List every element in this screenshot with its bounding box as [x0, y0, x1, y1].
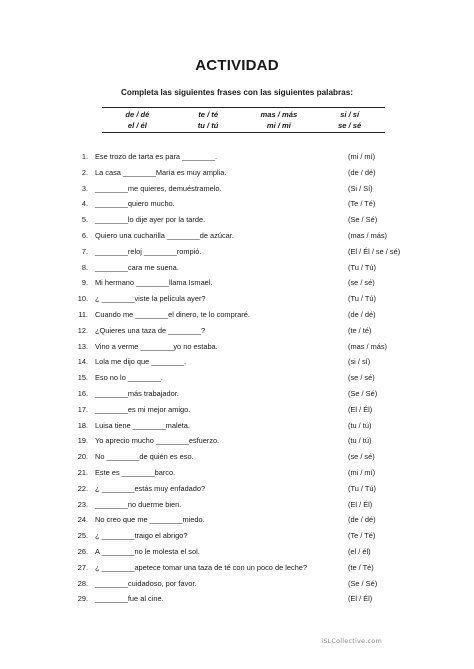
exercise-item: [0, 355, 474, 369]
exercise-item: [0, 213, 474, 227]
item-sentence: Lola me dijo que ________.: [95, 357, 187, 367]
item-sentence: ¿ ________apetece tomar una taza de té con un poco de leche?: [95, 562, 308, 572]
item-options: (Te / Té): [348, 531, 376, 541]
exercise-item: [0, 166, 474, 180]
item-sentence: La casa ________María es muy amplia.: [95, 167, 227, 177]
item-sentence: ________fue al cine.: [95, 594, 164, 604]
item-sentence: No creo que me ________miedo.: [95, 515, 205, 525]
word-pair: mas / más: [260, 110, 298, 119]
item-number: 6.: [81, 231, 88, 240]
exercise-item: [0, 245, 474, 259]
item-number: 26.: [77, 547, 88, 556]
item-number: 13.: [77, 341, 88, 351]
item-number: 25.: [77, 531, 88, 541]
item-number: 4.: [81, 199, 88, 209]
word-bank: [102, 107, 385, 133]
exercise-item: [0, 434, 474, 448]
item-number: 29.: [77, 594, 88, 604]
item-sentence: ________reloj ________rompió.: [95, 246, 202, 256]
item-sentence: ¿Quieres una taza de ________?: [95, 325, 206, 335]
exercise-item: [0, 276, 474, 290]
item-options: (El / Él): [348, 499, 373, 509]
item-options: (el / él): [348, 547, 371, 556]
item-options: (mi / mí): [348, 468, 376, 477]
item-number: 21.: [77, 468, 88, 477]
exercise-item: [0, 182, 474, 196]
item-number: 22.: [77, 483, 88, 493]
item-sentence: Mi hermano ________llama Ismael.: [95, 278, 213, 288]
exercise-item: [0, 340, 474, 354]
item-sentence: ________me quieres, demuéstramelo.: [95, 183, 222, 193]
item-number: 12.: [77, 325, 88, 335]
exercise-item: [0, 466, 474, 480]
item-options: (Si / Sí): [348, 183, 373, 193]
exercise-item: [0, 450, 474, 464]
item-number: 5.: [81, 215, 88, 225]
item-options: (si / sí): [348, 357, 371, 367]
exercise-item: [0, 592, 474, 606]
word-bank-column: [314, 108, 385, 132]
item-options: (Se / Sé): [348, 578, 378, 588]
item-number: 10.: [77, 294, 88, 304]
word-bank-column: [102, 108, 173, 132]
item-options: (tu / tú): [348, 436, 372, 446]
item-sentence: ________cara me suena.: [95, 262, 179, 272]
footer-watermark: iSLCollective.com: [321, 637, 382, 645]
item-sentence: Eso no lo ________.: [95, 373, 163, 383]
item-options: (tu / tú): [348, 420, 372, 430]
item-sentence: Ese trozo de tarta es para ________.: [95, 152, 218, 161]
item-number: 27.: [77, 562, 88, 572]
item-options: (se / sé): [348, 278, 375, 288]
exercise-item: [0, 371, 474, 385]
item-number: 2.: [81, 167, 88, 177]
item-number: 23.: [77, 499, 88, 509]
item-sentence: A ________no le molesta el sol.: [95, 547, 200, 556]
word-pair: si / sí: [340, 110, 360, 119]
item-number: 15.: [77, 373, 88, 383]
exercise-item: [0, 229, 474, 243]
instructions: Completa las siguientes frases con las siguientes palabras:: [120, 88, 354, 97]
item-number: 16.: [77, 389, 88, 398]
item-number: 11.: [78, 310, 88, 319]
item-number: 7.: [81, 246, 88, 256]
item-sentence: Yo aprecio mucho ________esfuerzo.: [95, 436, 220, 446]
item-number: 18.: [77, 420, 88, 430]
item-sentence: ¿ ________estás muy enfadado?: [95, 483, 206, 493]
exercise-item: [0, 403, 474, 417]
item-options: (Te / Té): [348, 199, 376, 209]
item-number: 14.: [77, 357, 88, 367]
item-options: (Se / Sé): [348, 389, 378, 398]
exercise-item: [0, 529, 474, 543]
item-options: (se / sé): [348, 373, 375, 383]
item-number: 20.: [77, 452, 88, 462]
word-pair: se / sé: [338, 121, 362, 130]
item-options: (mas / más): [348, 341, 388, 351]
item-options: (Tu / Tú): [348, 294, 376, 304]
word-pair: mi / mí: [266, 121, 291, 130]
exercise-item: [0, 150, 474, 164]
item-sentence: ________quiero mucho.: [95, 199, 175, 209]
exercise-item: [0, 419, 474, 433]
word-pair: tu / tú: [197, 121, 219, 130]
item-options: (te / té): [348, 325, 372, 335]
item-options: (El / Él / se / sé): [348, 246, 401, 256]
exercise-item: [0, 545, 474, 559]
exercise-item: [0, 498, 474, 512]
item-sentence: ________cuidadoso, por favor.: [95, 578, 197, 588]
page-title: ACTIVIDAD: [195, 57, 279, 74]
item-sentence: ¿ ________viste la película ayer?: [95, 294, 206, 304]
word-pair: de / dé: [125, 110, 150, 119]
exercise-item: [0, 261, 474, 275]
exercise-item: [0, 387, 474, 401]
exercise-item: [0, 577, 474, 591]
word-pair: el / él: [127, 121, 147, 130]
word-bank-column: [173, 108, 244, 132]
item-options: (Se / Sé): [348, 215, 378, 225]
exercise-item: [0, 561, 474, 575]
item-sentence: ________lo dije ayer por la tarde.: [95, 215, 206, 225]
item-number: 9.: [81, 278, 88, 288]
item-options: (te / Té): [348, 562, 374, 572]
item-number: 28.: [77, 578, 88, 588]
item-number: 17.: [77, 404, 88, 414]
item-options: (Tu / Tú): [348, 483, 376, 493]
item-options: (mas / más): [348, 231, 388, 240]
item-number: 1.: [81, 152, 88, 161]
item-number: 24.: [77, 515, 88, 525]
item-sentence: ________es mi mejor amigo.: [95, 404, 191, 414]
item-options: (de / dé): [348, 167, 376, 177]
item-sentence: Vino a verme ________yo no estaba.: [95, 341, 218, 351]
item-options: (Tu / Tú): [348, 262, 376, 272]
item-sentence: Luisa tiene ________maleta.: [95, 420, 190, 430]
exercise-item: [0, 197, 474, 211]
item-sentence: Este es ________barco.: [95, 468, 176, 477]
item-options: (El / Él): [348, 594, 373, 604]
item-number: 19.: [77, 436, 88, 446]
word-bank-column: [244, 108, 315, 132]
item-options: (se / sé): [348, 452, 375, 462]
item-sentence: ________más trabajador.: [95, 389, 179, 398]
exercise-item: [0, 482, 474, 496]
item-number: 3.: [81, 183, 88, 193]
item-options: (de / dé): [348, 515, 376, 525]
word-pair: te / té: [198, 110, 219, 119]
item-sentence: No ________de quién es eso.: [95, 452, 194, 462]
item-number: 8.: [81, 262, 88, 272]
exercise-item: [0, 513, 474, 527]
item-options: (El / Él): [348, 404, 373, 414]
item-sentence: Cuando me ________el dinero, te lo compraré.: [95, 310, 250, 319]
item-options: (de / dé): [348, 310, 376, 319]
item-sentence: ¿ ________traigo el abrigo?: [95, 531, 188, 541]
item-options: (mi / mí): [348, 152, 376, 161]
item-sentence: ________no duerme bien.: [95, 499, 182, 509]
item-sentence: Quiero una cucharilla ________de azúcar.: [95, 231, 234, 240]
exercise-item: [0, 324, 474, 338]
exercise-item: [0, 292, 474, 306]
exercise-item: [0, 308, 474, 322]
